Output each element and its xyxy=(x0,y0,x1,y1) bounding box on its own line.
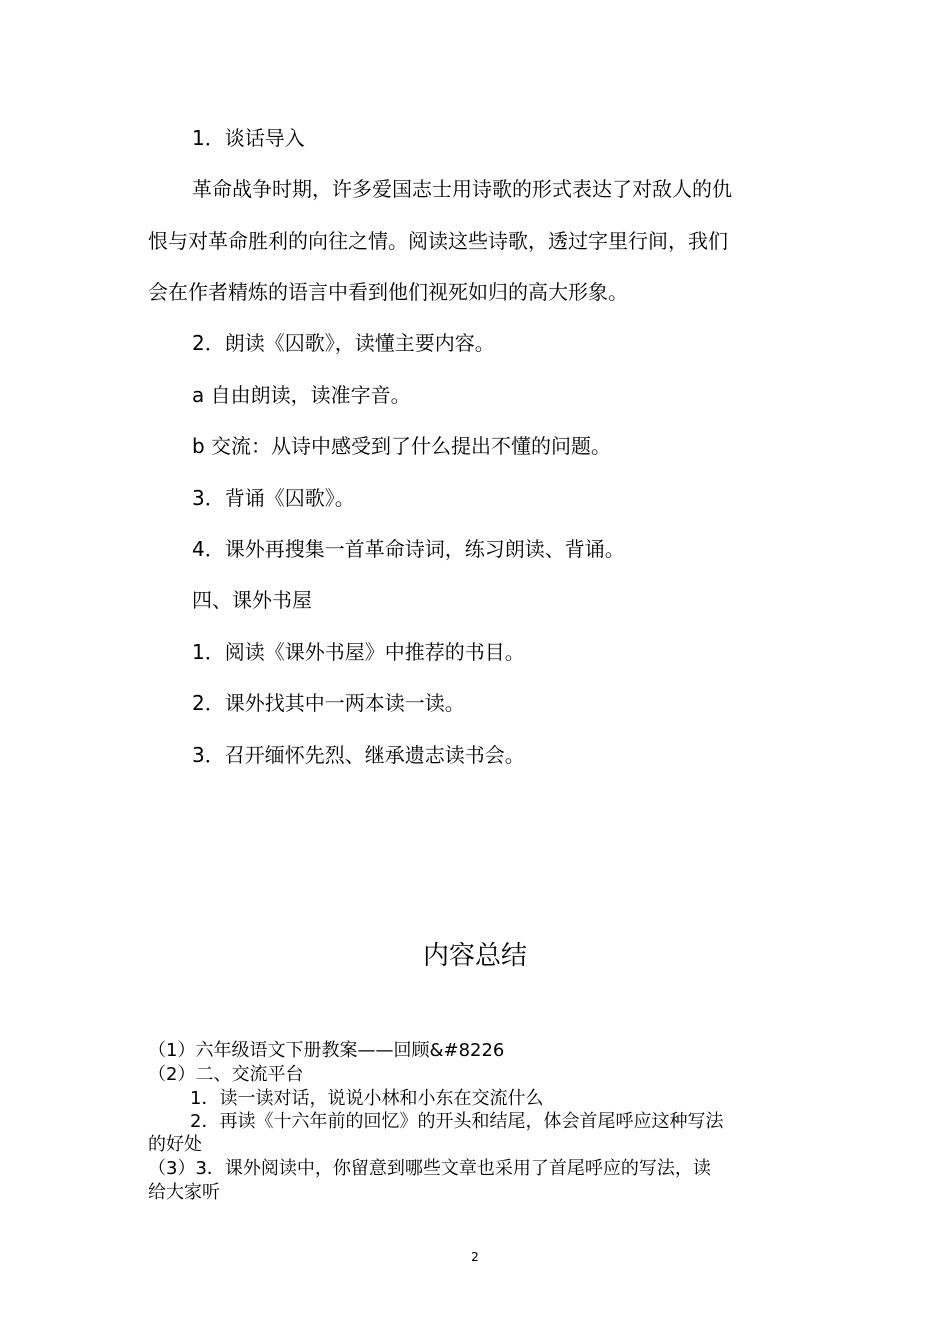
page-number: 2 xyxy=(471,1250,479,1264)
body-line-1: 1．谈话导入 xyxy=(192,126,305,150)
summary-line-7: 给大家听 xyxy=(148,1182,220,1203)
body-line-11: 1．阅读《课外书屋》中推荐的书目。 xyxy=(192,640,525,664)
summary-line-6: （3）3．课外阅读中，你留意到哪些文章也采用了首尾呼应的写法，读 xyxy=(148,1158,711,1179)
summary-title: 内容总结 xyxy=(422,941,527,971)
body-line-9: 4．课外再搜集一首革命诗词，练习朗读、背诵。 xyxy=(192,537,625,561)
summary-line-3: 1．读一读对话，说说小林和小东在交流什么 xyxy=(190,1088,544,1109)
body-line-8: 3．背诵《囚歌》。 xyxy=(192,486,355,510)
summary-line-2: （2）二、交流平台 xyxy=(148,1064,304,1085)
body-line-3: 恨与对革命胜利的向往之情。阅读这些诗歌，透过字里行间，我们 xyxy=(148,229,728,253)
summary-line-4: 2．再读《十六年前的回忆》的开头和结尾，体会首尾呼应这种写法 xyxy=(190,1111,724,1132)
summary-line-5: 的好处 xyxy=(148,1134,202,1155)
body-line-5: 2．朗读《囚歌》，读懂主要内容。 xyxy=(192,331,495,355)
body-line-4: 会在作者精炼的语言中看到他们视死如归的高大形象。 xyxy=(148,280,628,304)
body-line-6: a 自由朗读，读准字音。 xyxy=(192,383,411,407)
body-line-2: 革命战争时期，许多爱国志士用诗歌的形式表达了对敌人的仇 xyxy=(192,177,732,201)
summary-line-1: （1）六年级语文下册教案——回顾&#8226 xyxy=(148,1040,505,1061)
body-line-12: 2．课外找其中一两本读一读。 xyxy=(192,691,465,715)
body-line-10: 四、课外书屋 xyxy=(192,588,312,612)
body-line-13: 3．召开缅怀先烈、继承遗志读书会。 xyxy=(192,743,525,767)
body-line-7: b 交流：从诗中感受到了什么提出不懂的问题。 xyxy=(192,434,612,458)
